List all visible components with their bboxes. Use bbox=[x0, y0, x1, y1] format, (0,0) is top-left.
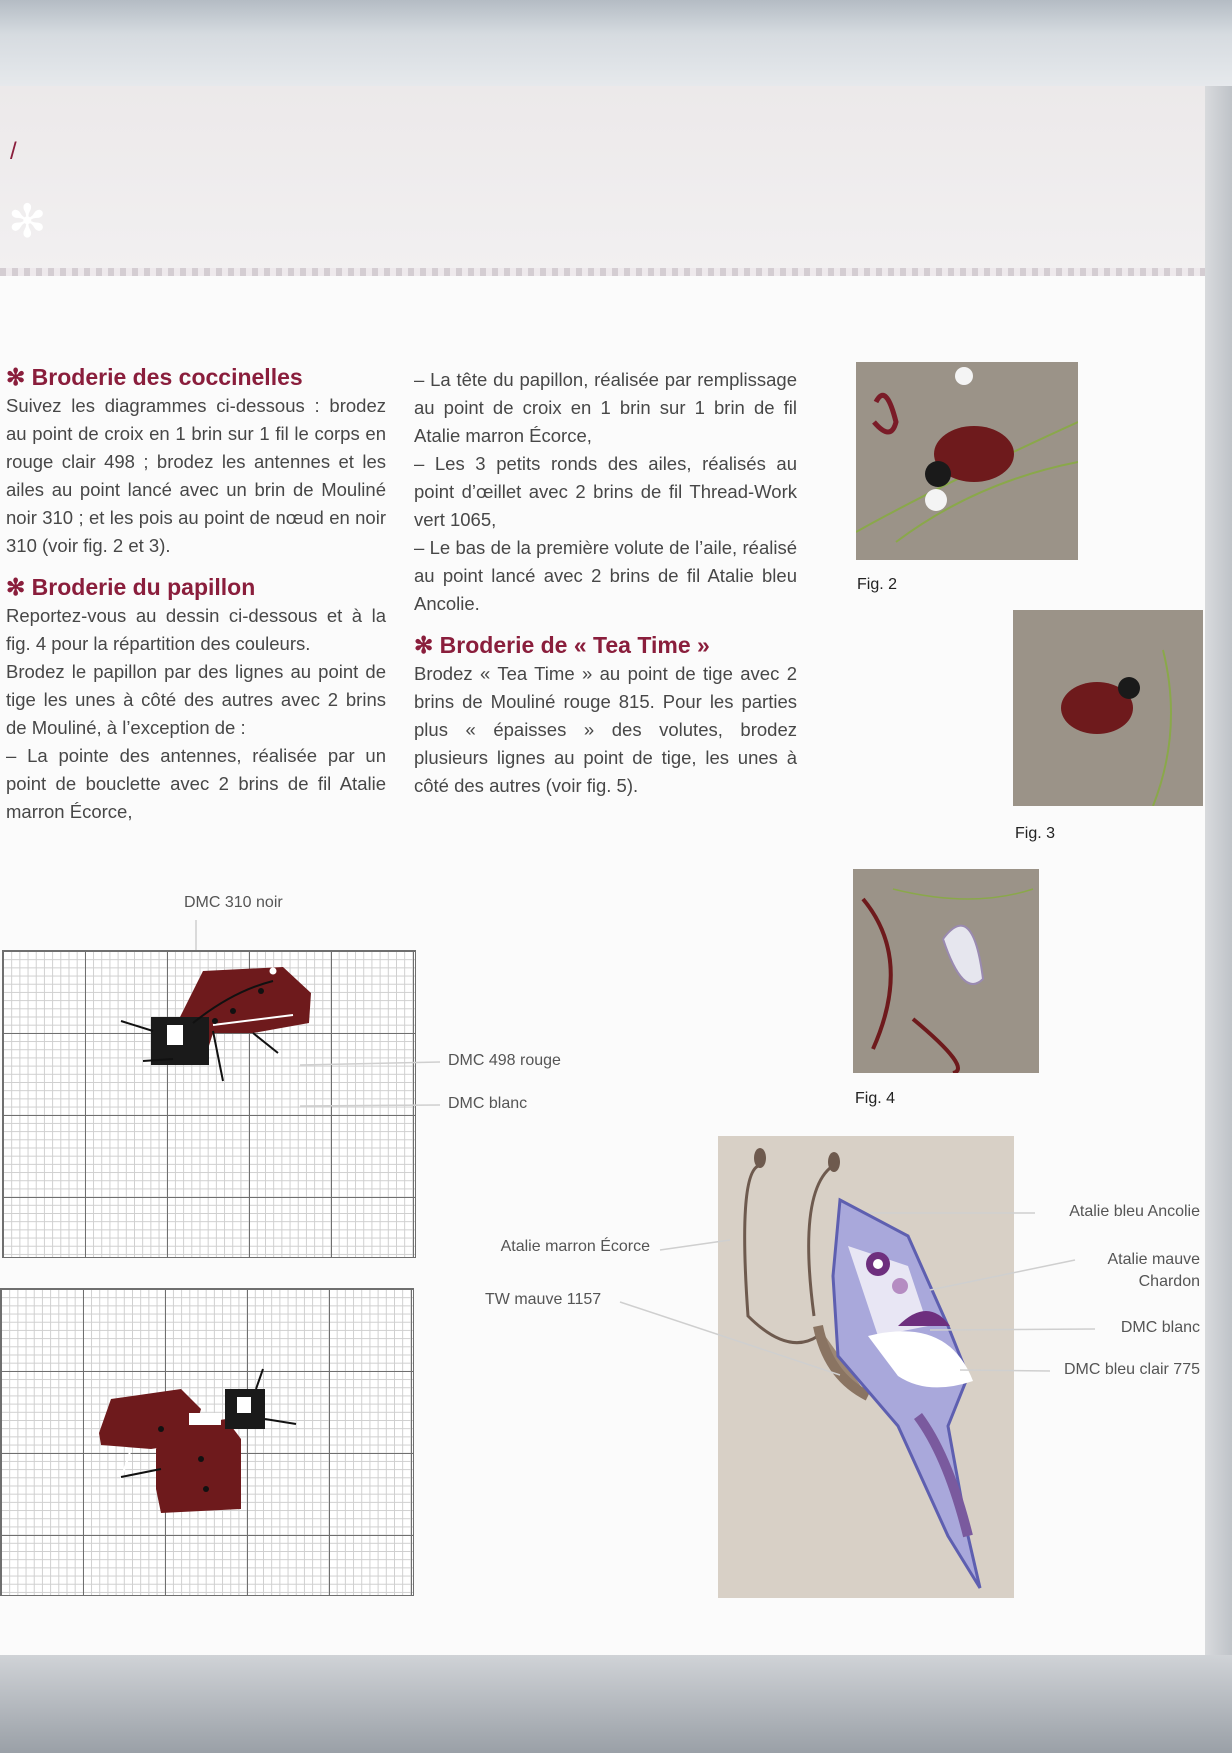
leader-blanc bbox=[300, 1105, 440, 1106]
section-title: ✻ Broderie des coccinelles bbox=[6, 364, 303, 390]
leader-tw bbox=[620, 1302, 840, 1375]
fig3-label: Fig. 3 bbox=[1015, 825, 1056, 842]
leader-bleu-clair bbox=[960, 1370, 1050, 1371]
paragraph: Brodez « Tea Time » au point de tige avec 2 brins de Mouliné rouge 815. Pour les parties plus « épaisses » des volutes, brodez plusieurs lignes au point de tige, les unes à côté des autres (voir fig. 5). bbox=[414, 663, 797, 796]
label-dmc-bleu-clair-775: DMC bleu clair 775 bbox=[1063, 1361, 1200, 1378]
label-dmc-498-rouge: DMC 498 rouge bbox=[448, 1052, 561, 1069]
label-atalie-bleu-ancolie: Atalie bleu Ancolie bbox=[1069, 1203, 1200, 1220]
label-tw-mauve-1157: TW mauve 1157 bbox=[485, 1291, 602, 1308]
label-dmc-blanc: DMC blanc bbox=[448, 1095, 528, 1112]
paragraph: – La pointe des antennes, réalisée par un point de bouclette avec 2 brins de fil Atalie marron Écorce, bbox=[6, 745, 386, 822]
leader-marron bbox=[660, 1240, 730, 1250]
leader-rouge bbox=[300, 1062, 440, 1065]
header-slash-icon: / bbox=[10, 138, 17, 165]
paragraph: Suivez les diagrammes ci-dessous : brodez au point de croix en 1 brin sur 1 fil le corps en rouge clair 498 ; brodez les antennes et les ailes au point lancé avec un brin de Mouliné noir 310 ; et les pois au point de nœud en noir 310 (voir fig. 2 et 3). bbox=[6, 395, 386, 556]
fig2-label: Fig. 2 bbox=[857, 576, 898, 593]
label-atalie-mauve-chardon: Atalie mauve Chardon bbox=[1107, 1251, 1200, 1290]
section-title: ✻ Broderie du papillon bbox=[6, 574, 256, 600]
leader-mauve-chardon bbox=[930, 1260, 1075, 1290]
paragraph: Reportez-vous au dessin ci-dessous et à la fig. 4 pour la répartition des couleurs. bbox=[6, 605, 386, 654]
section-title: ✻ Broderie de « Tea Time » bbox=[414, 632, 710, 658]
paragraph: – Le bas de la première volute de l’aile, réalisé au point lancé avec 2 brins de fil Atalie bleu Ancolie. bbox=[414, 537, 797, 614]
asterisk-icon: ✻ bbox=[8, 195, 47, 247]
label-dmc-310-noir: DMC 310 noir bbox=[184, 894, 283, 911]
label-atalie-marron-ecorce: Atalie marron Écorce bbox=[500, 1238, 650, 1255]
leader-dmc-blanc bbox=[930, 1329, 1095, 1330]
paragraph: – Les 3 petits ronds des ailes, réalisés au point d’œillet avec 2 brins de fil Thread-Work vert 1065, bbox=[414, 453, 797, 530]
label-butterfly-dmc-blanc: DMC blanc bbox=[1120, 1319, 1200, 1336]
paragraph: Brodez le papillon par des lignes au point de tige les unes à côté des autres avec 2 brins de Mouliné, à l’exception de : bbox=[6, 661, 386, 738]
fig4-label: Fig. 4 bbox=[855, 1090, 896, 1107]
paragraph: – La tête du papillon, réalisée par remplissage au point de croix en 1 brin sur 1 brin de fil Atalie marron Écorce, bbox=[414, 369, 797, 446]
